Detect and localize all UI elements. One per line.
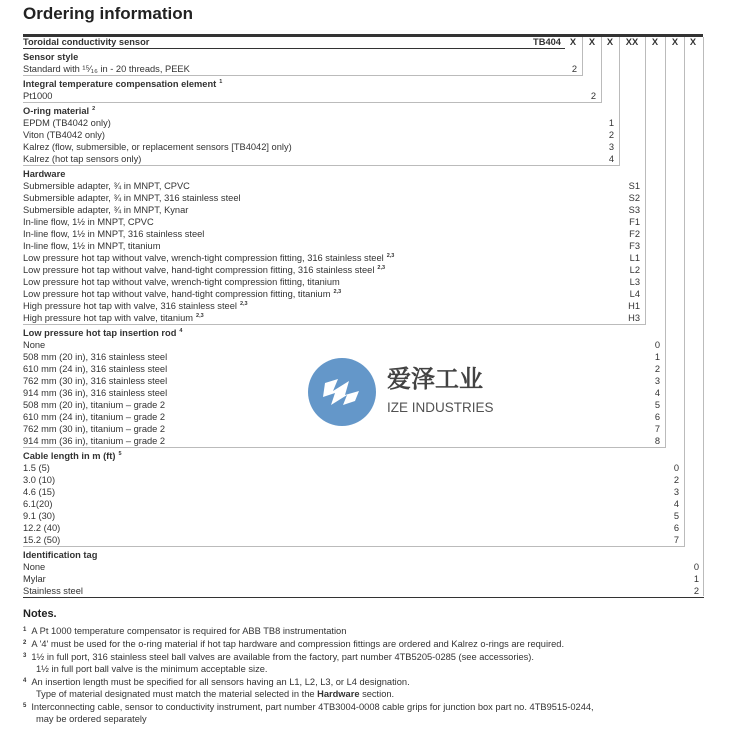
option-label: Low pressure hot tap without valve, hand-tight compression fitting, titanium bbox=[23, 289, 331, 299]
option-code: 4 bbox=[608, 154, 614, 164]
option-row bbox=[23, 300, 645, 312]
option-code: 3 bbox=[608, 142, 614, 152]
column-divider bbox=[619, 37, 620, 166]
section-title-text: O-ring material bbox=[23, 106, 90, 116]
option-label: 508 mm (20 in), titanium – grade 2 bbox=[23, 400, 166, 410]
option-label: Submersible adapter, ¾ in MNPT, Kynar bbox=[23, 205, 189, 215]
section-title-text: Integral temperature compensation element bbox=[23, 79, 217, 89]
section-o-ring-material bbox=[23, 103, 620, 166]
section-title bbox=[23, 450, 684, 462]
page-title: Ordering information bbox=[23, 4, 193, 23]
option-label: Kalrez (flow, submersible, or replacement sensors [TB4042] only) bbox=[23, 142, 292, 152]
option-code: 5 bbox=[654, 400, 660, 410]
section-integral-temperature-compensation-element bbox=[23, 76, 602, 103]
option-row bbox=[23, 117, 619, 129]
footnote-ref: 4 bbox=[179, 328, 183, 334]
section-title bbox=[23, 78, 601, 90]
footnote-ref: 2,3 bbox=[196, 313, 204, 319]
option-row bbox=[23, 63, 582, 75]
section-title-text: Cable length in m (ft) bbox=[23, 451, 116, 461]
note-text: Interconnecting cable, sensor to conductivity instrument, part number 4TB3004-0008 cable grips for junction box part no. 4TB9515-0244, bbox=[31, 702, 594, 712]
option-label: 9.1 (30) bbox=[23, 511, 56, 521]
code-column-6: X bbox=[671, 37, 679, 47]
note-number: 2 bbox=[23, 640, 27, 646]
option-label: Low pressure hot tap without valve, hand-tight compression fitting, 316 stainless steel bbox=[23, 265, 375, 275]
option-code: 8 bbox=[654, 436, 660, 446]
note-line bbox=[23, 688, 728, 700]
note-line bbox=[23, 676, 728, 688]
option-label: Stainless steel bbox=[23, 586, 83, 596]
footnote-ref: 2 bbox=[92, 106, 96, 112]
option-label: Submersible adapter, ¾ in MNPT, 316 stainless steel bbox=[23, 193, 241, 203]
option-code: 6 bbox=[654, 412, 660, 422]
section-title bbox=[23, 327, 665, 339]
note-text: Hardware bbox=[317, 689, 360, 699]
footnote-ref: 2,3 bbox=[377, 265, 386, 271]
option-row bbox=[23, 216, 645, 228]
note-text: An insertion length must be specified for all sensors having an L1, L2, L3, or L4 designation. bbox=[31, 677, 410, 687]
option-label: 762 mm (30 in), titanium – grade 2 bbox=[23, 424, 166, 434]
option-row bbox=[23, 276, 645, 288]
option-code: H3 bbox=[628, 313, 640, 323]
option-label: None bbox=[23, 562, 46, 572]
option-label: Kalrez (hot tap sensors only) bbox=[23, 154, 142, 164]
option-code: 4 bbox=[673, 499, 679, 509]
option-code: 2 bbox=[654, 364, 660, 374]
section-title-text: Identification tag bbox=[23, 550, 98, 560]
option-code: L2 bbox=[629, 265, 640, 275]
option-code: 1 bbox=[608, 118, 614, 128]
option-label: EPDM (TB4042 only) bbox=[23, 118, 111, 128]
option-code: H1 bbox=[628, 301, 640, 311]
watermark-logo bbox=[305, 355, 520, 430]
footnote-ref: 1 bbox=[219, 79, 223, 85]
code-column-4: XX bbox=[625, 37, 639, 47]
option-row bbox=[23, 585, 704, 597]
option-row bbox=[23, 141, 619, 153]
option-label: In-line flow, 1½ in MNPT, titanium bbox=[23, 241, 161, 251]
option-label: Submersible adapter, ¾ in MNPT, CPVC bbox=[23, 181, 190, 191]
option-row bbox=[23, 435, 665, 447]
note-number: 3 bbox=[23, 653, 27, 659]
section-identification-tag bbox=[23, 547, 704, 598]
column-divider bbox=[703, 37, 704, 596]
column-divider bbox=[665, 37, 666, 448]
option-label: 15.2 (50) bbox=[23, 535, 61, 545]
option-label: Low pressure hot tap without valve, wrench-tight compression fitting, titanium bbox=[23, 277, 340, 287]
option-row bbox=[23, 90, 601, 102]
option-row bbox=[23, 264, 645, 276]
option-label: Mylar bbox=[23, 574, 46, 584]
option-row bbox=[23, 534, 684, 546]
option-row bbox=[23, 192, 645, 204]
note-line bbox=[23, 713, 728, 725]
option-label: None bbox=[23, 340, 46, 350]
option-row bbox=[23, 462, 684, 474]
option-code: 7 bbox=[654, 424, 660, 434]
option-code: 3 bbox=[673, 487, 679, 497]
sections bbox=[23, 49, 703, 598]
note-line bbox=[23, 651, 728, 663]
footnote-ref: 5 bbox=[118, 451, 122, 457]
option-row bbox=[23, 474, 684, 486]
note-5 bbox=[23, 701, 728, 725]
option-label: Standard with ¹⁵⁄₁₆ in - 20 threads, PEEK bbox=[23, 64, 190, 74]
option-code: 6 bbox=[673, 523, 679, 533]
option-label: 12.2 (40) bbox=[23, 523, 61, 533]
section-title-text: Low pressure hot tap insertion rod bbox=[23, 328, 177, 338]
code-column-2: X bbox=[588, 37, 596, 47]
section-title bbox=[23, 51, 582, 63]
option-code: 2 bbox=[673, 475, 679, 485]
option-code: F1 bbox=[629, 217, 640, 227]
code-column-0: TB404 bbox=[533, 37, 561, 47]
note-line bbox=[23, 701, 728, 713]
note-1 bbox=[23, 625, 728, 637]
code-column-5: X bbox=[651, 37, 659, 47]
notes bbox=[23, 608, 728, 726]
option-code: 0 bbox=[693, 562, 699, 572]
note-3 bbox=[23, 651, 728, 675]
option-label: 508 mm (20 in), 316 stainless steel bbox=[23, 352, 168, 362]
option-code: 2 bbox=[571, 64, 577, 74]
note-number: 4 bbox=[23, 678, 27, 684]
option-code: 7 bbox=[673, 535, 679, 545]
footnote-ref: 2,3 bbox=[239, 301, 248, 307]
section-sensor-style bbox=[23, 49, 583, 76]
note-text: may be ordered separately bbox=[36, 714, 147, 724]
option-row bbox=[23, 522, 684, 534]
note-line bbox=[23, 663, 728, 675]
note-number: 1 bbox=[23, 627, 27, 633]
note-line bbox=[23, 625, 728, 637]
option-label: High pressure hot tap with valve, titanium bbox=[23, 313, 194, 323]
code-column-1: X bbox=[569, 37, 577, 47]
option-label: Low pressure hot tap without valve, wrench-tight compression fitting, 316 stainless steel bbox=[23, 253, 384, 263]
option-code: 0 bbox=[654, 340, 660, 350]
section-title-text: Sensor style bbox=[23, 52, 79, 62]
option-row bbox=[23, 486, 684, 498]
option-row bbox=[23, 129, 619, 141]
note-text: 1½ in full port ball valve is the minimum acceptable size. bbox=[36, 664, 268, 674]
notes-title: Notes. bbox=[23, 608, 57, 620]
option-row bbox=[23, 228, 645, 240]
note-text: 1½ in full port, 316 stainless steel ball valves are available from the factory, part number 4TB5205-0285 (see accessories). bbox=[31, 652, 534, 662]
section-cable-length-in-m-ft- bbox=[23, 448, 685, 547]
option-label: 762 mm (30 in), 316 stainless steel bbox=[23, 376, 168, 386]
option-row bbox=[23, 240, 645, 252]
option-row bbox=[23, 252, 645, 264]
option-label: 3.0 (10) bbox=[23, 475, 56, 485]
code-column-3: X bbox=[606, 37, 614, 47]
option-code: 3 bbox=[654, 376, 660, 386]
option-label: 610 mm (24 in), titanium – grade 2 bbox=[23, 412, 166, 422]
option-row bbox=[23, 561, 704, 573]
option-code: L3 bbox=[629, 277, 640, 287]
option-code: L4 bbox=[629, 289, 640, 299]
note-text: section. bbox=[359, 689, 395, 699]
section-title bbox=[23, 168, 645, 180]
footnote-ref: 2,3 bbox=[333, 289, 342, 295]
watermark-cn: 爱泽工业 bbox=[387, 365, 483, 393]
watermark-en: IZE INDUSTRIES bbox=[387, 400, 494, 415]
column-divider bbox=[601, 37, 602, 103]
option-row bbox=[23, 573, 704, 585]
section-hardware bbox=[23, 166, 646, 325]
option-label: Pt1000 bbox=[23, 91, 53, 101]
option-label: Viton (TB4042 only) bbox=[23, 130, 105, 140]
note-4 bbox=[23, 676, 728, 700]
option-code: 0 bbox=[673, 463, 679, 473]
option-row bbox=[23, 339, 665, 351]
option-row bbox=[23, 510, 684, 522]
option-code: 2 bbox=[693, 586, 699, 596]
code-column-7: X bbox=[689, 37, 697, 47]
note-text: Type of material designated must match the material selected in the bbox=[36, 689, 318, 699]
column-divider bbox=[684, 37, 685, 547]
note-text: A '4' must be used for the o-ring material if hot tap hardware and compression fittings are ordered and Kalrez o-rings are required. bbox=[31, 639, 565, 649]
option-label: 6.1(20) bbox=[23, 499, 53, 509]
option-code: 2 bbox=[608, 130, 614, 140]
option-code: 1 bbox=[654, 352, 660, 362]
option-label: 4.6 (15) bbox=[23, 487, 56, 497]
note-number: 5 bbox=[23, 703, 27, 709]
option-label: In-line flow, 1½ in MNPT, 316 stainless steel bbox=[23, 229, 205, 239]
column-divider bbox=[582, 37, 583, 76]
option-code: 4 bbox=[654, 388, 660, 398]
option-code: S3 bbox=[628, 205, 640, 215]
option-code: F2 bbox=[629, 229, 640, 239]
option-row bbox=[23, 498, 684, 510]
section-title-text: Hardware bbox=[23, 169, 66, 179]
option-code: 1 bbox=[693, 574, 699, 584]
note-line bbox=[23, 638, 728, 650]
option-label: High pressure hot tap with valve, 316 stainless steel bbox=[23, 301, 237, 311]
option-label: 1.5 (5) bbox=[23, 463, 50, 473]
option-label: In-line flow, 1½ in MNPT, CPVC bbox=[23, 217, 154, 227]
notes-list bbox=[23, 625, 728, 725]
option-row bbox=[23, 180, 645, 192]
footnote-ref: 2,3 bbox=[386, 253, 395, 259]
option-label: 610 mm (24 in), 316 stainless steel bbox=[23, 364, 168, 374]
section-title bbox=[23, 105, 619, 117]
option-row bbox=[23, 153, 619, 165]
option-label: 914 mm (36 in), 316 stainless steel bbox=[23, 388, 168, 398]
option-row bbox=[23, 288, 645, 300]
option-code: F3 bbox=[629, 241, 640, 251]
option-row bbox=[23, 204, 645, 216]
option-code: 5 bbox=[673, 511, 679, 521]
option-code: L1 bbox=[629, 253, 640, 263]
section-title bbox=[23, 549, 704, 561]
option-code: S1 bbox=[628, 181, 640, 191]
product-name: Toroidal conductivity sensor bbox=[23, 37, 565, 49]
note-text: A Pt 1000 temperature compensator is required for ABB TB8 instrumentation bbox=[31, 626, 347, 636]
ordering-table bbox=[23, 34, 703, 598]
option-code: S2 bbox=[628, 193, 640, 203]
option-row bbox=[23, 312, 645, 324]
note-2 bbox=[23, 638, 728, 650]
column-divider bbox=[645, 37, 646, 325]
option-code: 2 bbox=[590, 91, 596, 101]
option-label: 914 mm (36 in), titanium – grade 2 bbox=[23, 436, 166, 446]
